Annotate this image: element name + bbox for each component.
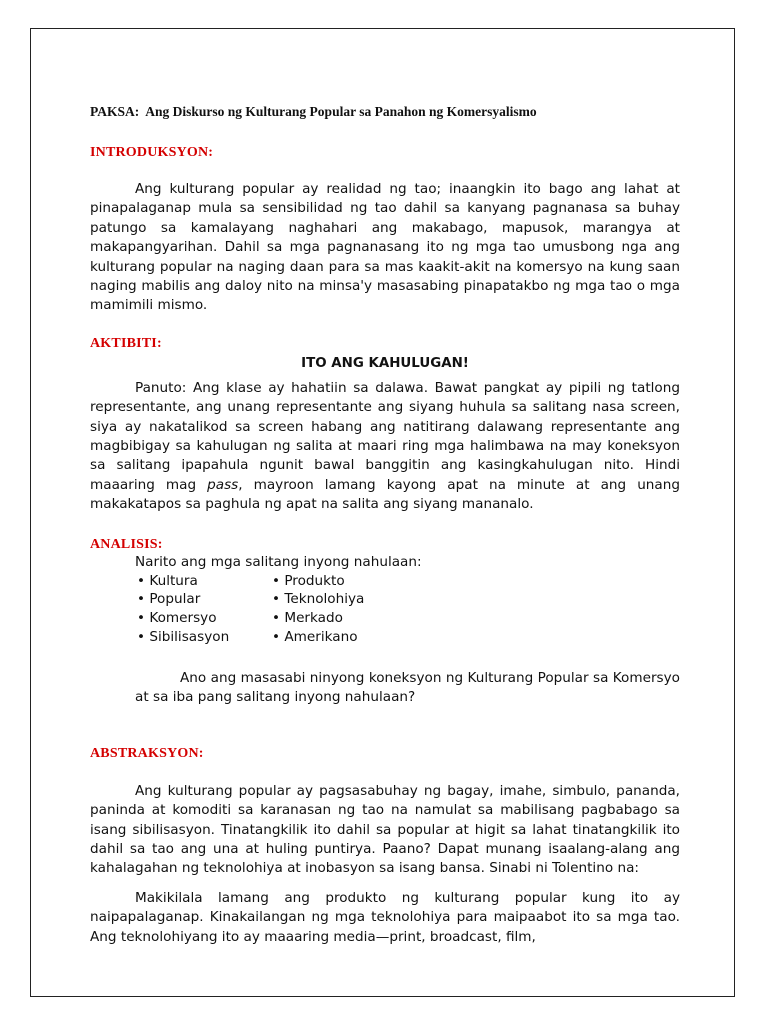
list-item: • Teknolohiya	[272, 590, 432, 609]
list-item: • Amerikano	[272, 628, 432, 647]
activity-italic-word: pass	[207, 476, 239, 493]
list-item: • Sibilisasyon	[137, 628, 272, 647]
list-item: • Popular	[137, 590, 272, 609]
introduction-paragraph: Ang kulturang popular ay realidad ng tao; inaangkin ito bago ang lahat at pinapalaganap mula sa sensibilidad ng tao dahil sa kanyang pagnanasa sa buhay patungo sa kamalayang naghahari ang makabago, mapusok, marangya at makapangyarihan. Dahil sa mga pagnanasang ito ng mga tao umusbong nga ang kulturang popular na naging daan para sa mas kaakit-akit na komersyo na kung saan naging mabilis ang daloy nito na minsa'y masasabing pinapatakbo ng mga tao o mga mamimili mismo.	[90, 181, 680, 314]
topic-title: Ang Diskurso ng Kulturang Popular sa Panahon ng Komersyalismo	[145, 104, 537, 119]
activity-title: ITO ANG KAHULUGAN!	[301, 355, 469, 371]
activity-text-2: , mayroon lamang kayong apat na minute at ang unang makakatapos sa paghula ng apat na salita ang siyang mananalo.	[90, 476, 680, 513]
analysis-heading: ANALISIS:	[90, 536, 163, 552]
abstraction-paragraph-2: Makikilala lamang ang produkto ng kulturang popular kung ito ay naipapalaganap. Kinakailangan ng mga teknolohiya para maipaabot ito sa mga tao. Ang teknolohiyang ito ay maaaring media—print, broadcast, film,	[90, 889, 680, 945]
abstraction-heading: ABSTRAKSYON:	[90, 745, 204, 761]
document-body	[90, 104, 680, 947]
introduction-heading: INTRODUKSYON:	[90, 145, 214, 160]
list-item: • Kultura	[137, 572, 272, 591]
activity-instructions	[90, 379, 680, 515]
list-item: • Merkado	[272, 609, 432, 628]
list-item: • Komersyo	[137, 609, 272, 628]
topic-label: PAKSA:	[90, 104, 140, 119]
activity-heading: AKTIBITI:	[90, 335, 162, 351]
analysis-question: Ano ang masasabi ninyong koneksyon ng Kulturang Popular sa Komersyo at sa iba pang salitang inyong nahulaan?	[135, 669, 680, 706]
guessed-words-list	[137, 572, 680, 647]
activity-text-1: Panuto: Ang klase ay hahatiin sa dalawa. Bawat pangkat ay pipili ng tatlong representante, ang unang representante ang siyang huhula sa salitang nasa screen, siya ay nakatalikod sa screen habang ang natitirang dalawang representante ang magbibigay sa kahulugan ng salita at maari ring mga halimbawa na may koneksyon sa salitang ipapahula ngunit bawal banggitin ang kasingkahulugan nito. Hindi maaaring mag	[90, 379, 680, 493]
list-item: • Produkto	[272, 572, 432, 591]
topic-line	[90, 104, 680, 120]
abstraction-paragraph-1: Ang kulturang popular ay pagsasabuhay ng bagay, imahe, simbulo, pananda, paninda at komoditi sa karanasan ng tao na namulat sa mabilisang pagbabago sa isang sibilisasyon. Tinatangkilik ito dahil sa popular at higit sa lahat tinatangkilik ito dahil sa tao ang una at huling puntirya. Paano? Dapat munang isaalang-alang ang kahalagahan ng teknolohiya at inobasyon sa isang bansa. Sinabi ni Tolentino na:	[90, 782, 680, 877]
analysis-intro: Narito ang mga salitang inyong nahulaan:	[135, 553, 422, 570]
